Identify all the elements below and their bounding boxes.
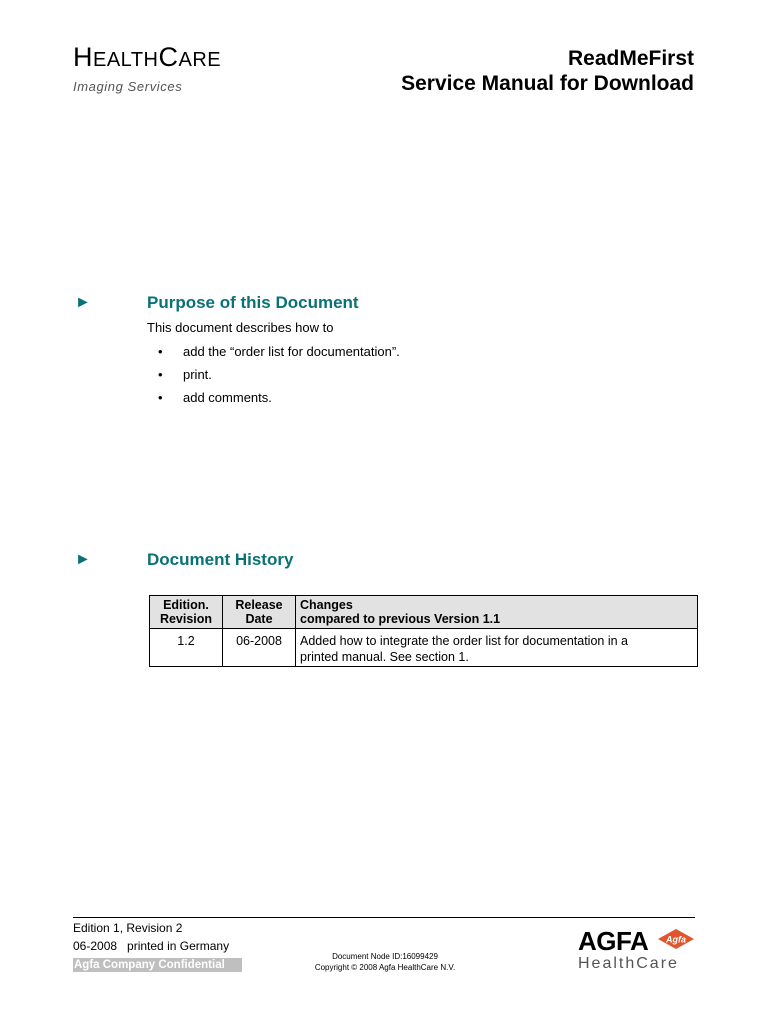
agfa-logo-icon <box>658 929 694 949</box>
column-header-changes <box>296 596 698 629</box>
brand-letter-h: H <box>73 42 93 72</box>
column-header-text: Date <box>245 612 273 626</box>
footer-date-printed: 06-2008 printed in Germany <box>73 939 230 953</box>
column-header-text: Release <box>235 598 283 612</box>
column-header-release-date <box>223 596 296 629</box>
column-header-text: compared to previous Version 1.1 <box>300 612 501 626</box>
history-heading: Document History <box>147 550 294 569</box>
section-marker-icon: ► <box>75 294 91 311</box>
title-line-1: ReadMeFirst <box>567 47 694 70</box>
agfa-logo-word: AGFA <box>578 926 649 956</box>
bullet-icon: • <box>158 390 163 405</box>
bullet-icon: • <box>158 344 163 359</box>
footer-divider <box>73 917 695 918</box>
agfa-logo-subtitle: HealthCare <box>578 955 679 972</box>
list-item: print. <box>183 367 212 382</box>
cell-changes <box>296 629 698 667</box>
purpose-heading: Purpose of this Document <box>147 293 359 312</box>
brand-letter-c: C <box>158 42 179 72</box>
column-header-text: Revision <box>159 612 213 626</box>
cell-text: Added how to integrate the order list for documentation in a <box>300 634 628 648</box>
cell-text: printed manual. See section 1. <box>300 650 469 664</box>
brand-name <box>73 44 221 71</box>
brand-text-ealth: EALTH <box>93 49 159 71</box>
cell-date: 06-2008 <box>223 629 296 667</box>
title-line-2: Service Manual for Download <box>401 72 694 95</box>
agfa-diamond-text: Agfa <box>666 934 686 945</box>
history-table <box>149 595 698 667</box>
list-item: add the “order list for documentation”. <box>183 344 400 359</box>
brand-subtitle: Imaging Services <box>73 79 183 94</box>
cell-edition: 1.2 <box>150 629 223 667</box>
confidential-badge: Agfa Company Confidential <box>73 958 242 972</box>
table-row <box>150 629 698 667</box>
footer-edition: Edition 1, Revision 2 <box>73 921 183 935</box>
purpose-intro: This document describes how to <box>147 320 334 335</box>
brand-text-are: ARE <box>178 49 222 71</box>
document-title <box>274 46 694 96</box>
column-header-text: Edition. <box>163 598 209 612</box>
bullet-icon: • <box>158 367 163 382</box>
column-header-edition <box>150 596 223 629</box>
copyright-notice: Copyright © 2008 Agfa HealthCare N.V. <box>314 963 456 972</box>
document-node-id: Document Node ID:16099429 <box>332 952 438 961</box>
column-header-text: Changes <box>300 598 353 612</box>
table-header-row <box>150 596 698 629</box>
section-marker-icon: ► <box>75 551 91 568</box>
list-item: add comments. <box>183 390 272 405</box>
